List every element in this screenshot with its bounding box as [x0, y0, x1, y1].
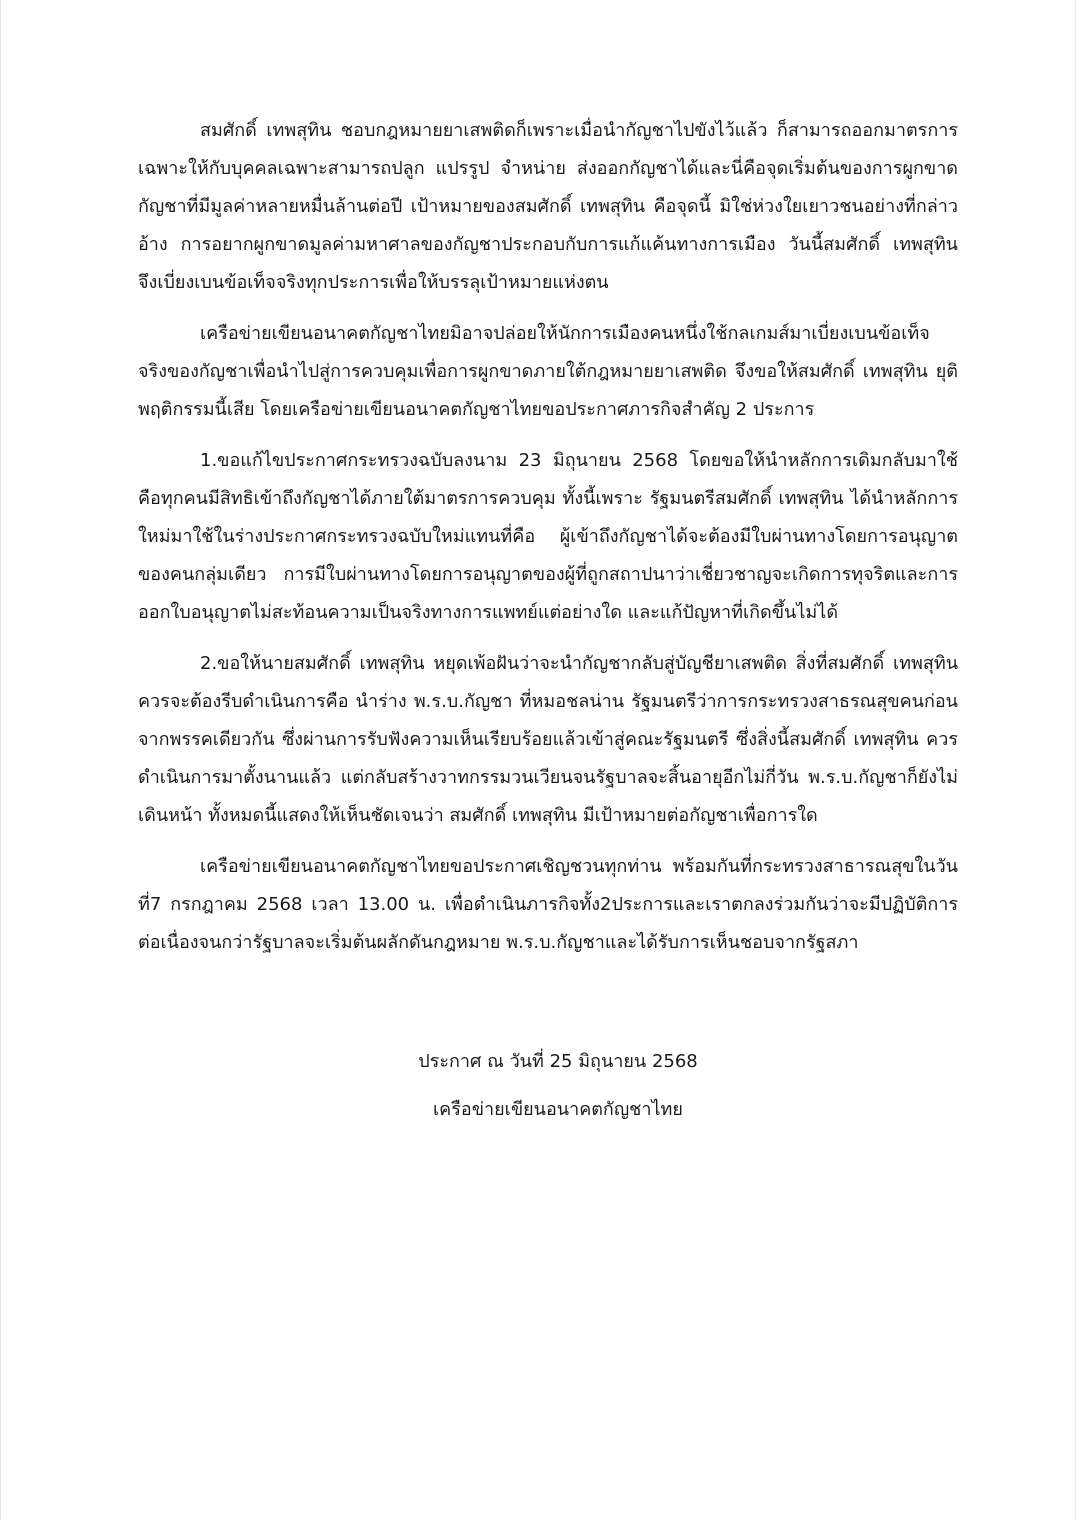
- paragraph-network-statement: เครือข่ายเขียนอนาคตกัญชาไทยมิอาจปล่อยให้นักการเมืองคนหนึ่งใช้กลเกมส์มาเบี่ยงเบนข้อเท็จจริงของกัญชาเพื่อนำไปสู่การควบคุมเพื่อการผูกขาดภายใต้กฎหมายยาเสพติด จึงขอให้สมศักดิ์ เทพสุทิน ยุติพฤติกรรมนี้เสีย โดยเครือข่ายเขียนอนาคตกัญชาไทยขอประกาศภารกิจสำคัญ 2 ประการ: [138, 323, 958, 420]
- document-body: [138, 112, 958, 975]
- paragraph-mission-2: 2.ขอให้นายสมศักดิ์ เทพสุทิน หยุดเพ้อฝันว่าจะนำกัญชากลับสู่บัญชียาเสพติด สิ่งที่สมศักดิ์ เทพสุทิน ควรจะต้องรีบดำเนินการคือ นำร่าง พ.ร.บ.กัญชา ที่หมอชลน่าน รัฐมนตรีว่าการกระทรวงสาธรณสุขคนก่อนจากพรรคเดียวกัน ซึ่งผ่านการรับฟังความเห็นเรียบร้อยแล้วเข้าสู่คณะรัฐมนตรี ซึ่งสิ่งนี้สมศักดิ์ เทพสุทิน ควรดำเนินการมาตั้งนานแล้ว แต่กลับสร้างวาทกรรมวนเวียนจนรัฐบาลจะสิ้นอายุอีกไม่กี่วัน พ.ร.บ.กัญชาก็ยังไม่เดินหน้า ทั้งหมดนี้แสดงให้เห็นชัดเจนว่า สมศักดิ์ เทพสุทิน มีเป้าหมายต่อกัญชาเพื่อการใด: [138, 653, 958, 826]
- paragraph-intro: สมศักดิ์ เทพสุทิน ชอบกฎหมายยาเสพติดก็เพราะเมื่อนำกัญชาไปขังไว้แล้ว ก็สามารถออกมาตรการเฉพาะให้กับบุคคลเฉพาะสามารถปลูก แปรรูป จำหน่าย ส่งออกกัญชาได้และนี่คือจุดเริ่มต้นของการผูกขาดกัญชาที่มีมูลค่าหลายหมื่นล้านต่อปี เป้าหมายของสมศักดิ์ เทพสุทิน คือจุดนี้ มิใช่ห่วงใยเยาวชนอย่างที่กล่าวอ้าง การอยากผูกขาดมูลค่ามหาศาลของกัญชาประกอบกับการแก้แค้นทางการเมือง วันนี้สมศักดิ์ เทพสุทิน จึงเบี่ยงเบนข้อเท็จจริงทุกประการเพื่อให้บรรลุเป้าหมายแห่งตน: [138, 120, 958, 293]
- signature-block: [138, 1038, 958, 1134]
- announcement-date: ประกาศ ณ วันที่ 25 มิถุนายน 2568: [418, 1051, 698, 1072]
- paragraph-invitation: เครือข่ายเขียนอนาคตกัญชาไทยขอประกาศเชิญชวนทุกท่าน พร้อมกันที่กระทรวงสาธารณสุขในวันที่7 กรกฎาคม 2568 เวลา 13.00 น. เพื่อดำเนินภารกิจทั้ง2ประการและเราตกลงร่วมกันว่าจะมีปฏิบัติการต่อเนื่องจนกว่ารัฐบาลจะเริ่มต้นผลักดันกฎหมาย พ.ร.บ.กัญชาและได้รับการเห็นชอบจากรัฐสภา: [138, 856, 958, 953]
- issuing-organization: เครือข่ายเขียนอนาคตกัญชาไทย: [433, 1099, 683, 1120]
- paragraph-mission-1: 1.ขอแก้ไขประกาศกระทรวงฉบับลงนาม 23 มิถุนายน 2568 โดยขอให้นำหลักการเดิมกลับมาใช้คือทุกคนมีสิทธิเข้าถึงกัญชาได้ภายใต้มาตรการควบคุม ทั้งนี้เพราะ รัฐมนตรีสมศักดิ์ เทพสุทิน ได้นำหลักการใหม่มาใช้ในร่างประกาศกระทรวงฉบับใหม่แทนที่คือ ผู้เข้าถึงกัญชาได้จะต้องมีใบผ่านทางโดยการอนุญาตของคนกลุ่มเดียว การมีใบผ่านทางโดยการอนุญาตของผู้ที่ถูกสถาปนาว่าเชี่ยวชาญจะเกิดการทุจริตและการออกใบอนุญาตไม่สะท้อนความเป็นจริงทางการแพทย์แต่อย่างใด และแก้ปัญหาที่เกิดขึ้นไม่ได้: [138, 450, 958, 623]
